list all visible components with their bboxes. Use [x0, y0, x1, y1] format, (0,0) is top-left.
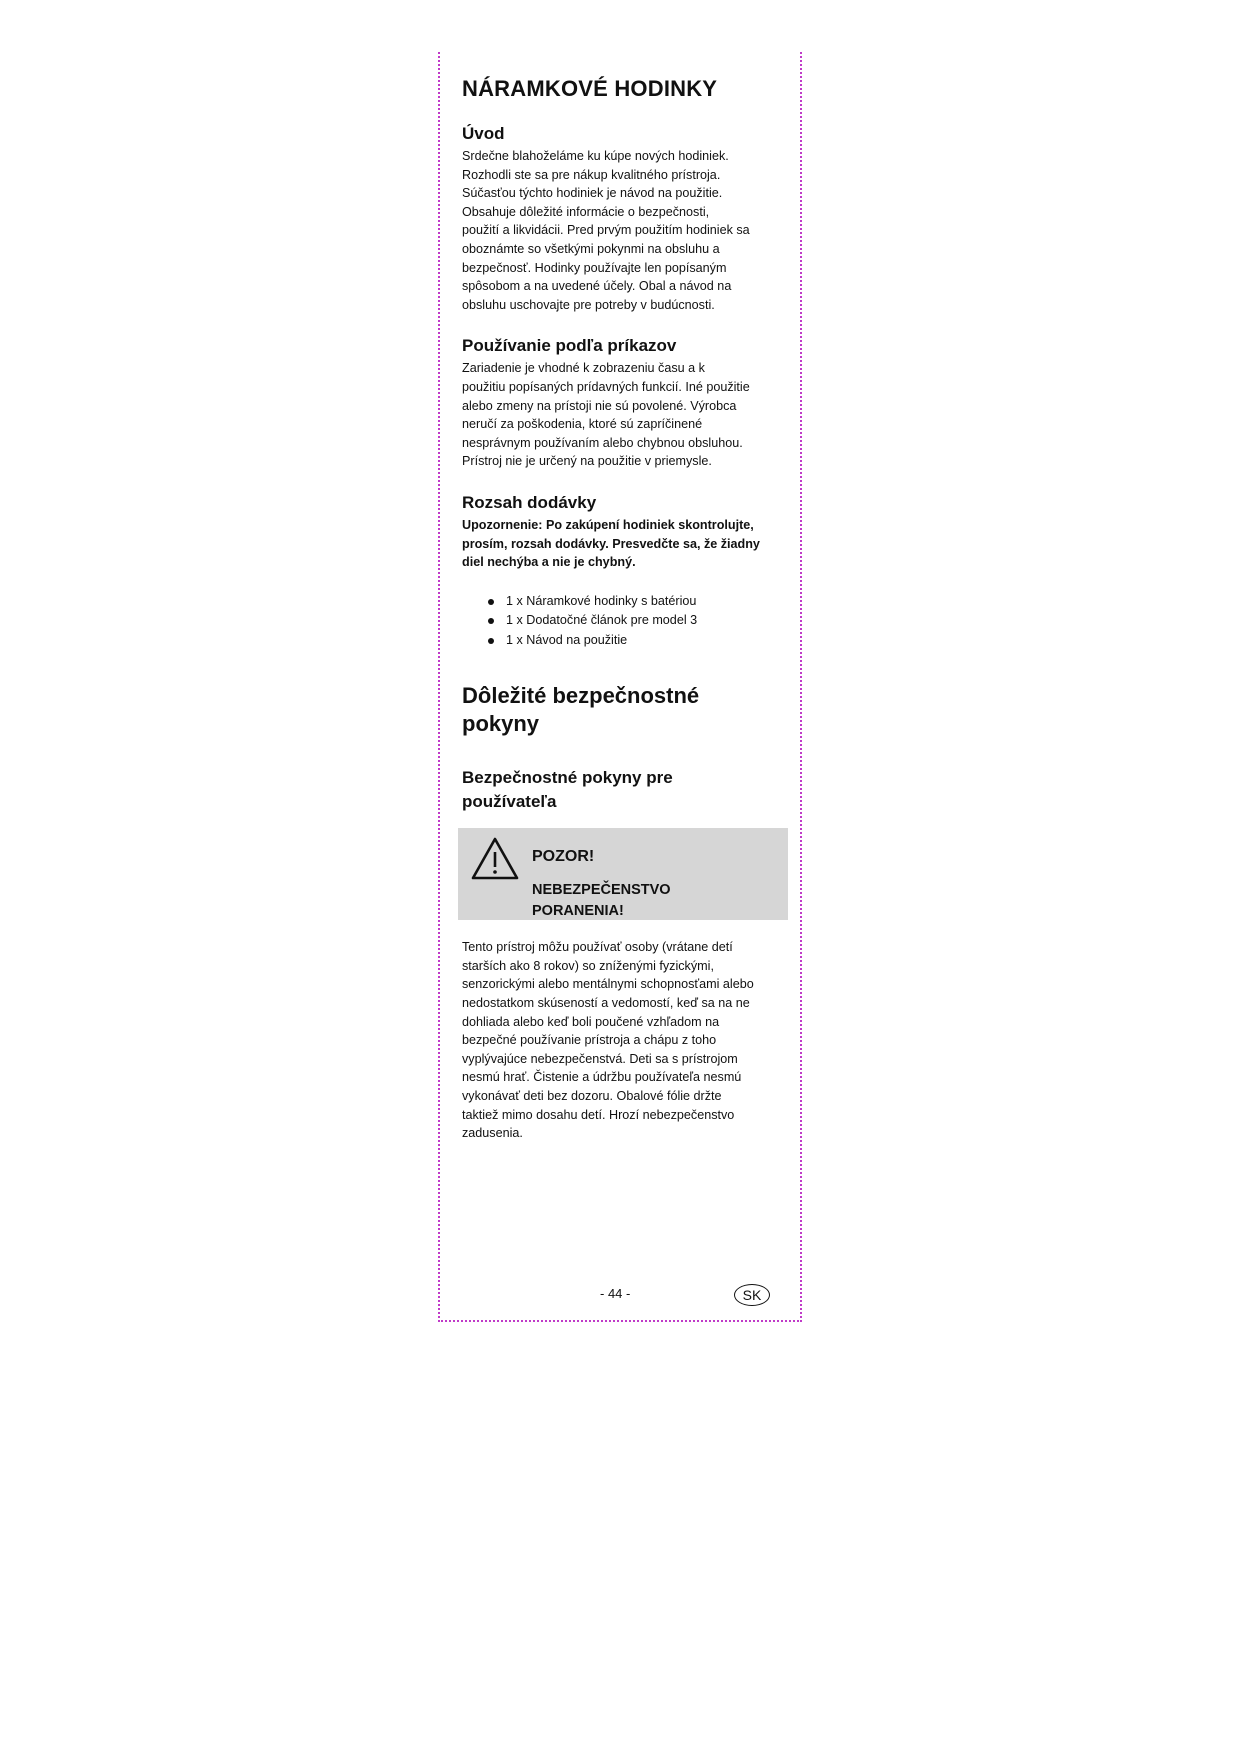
- language-badge: SK: [734, 1284, 770, 1306]
- list-item: 1 x Dodatočné článok pre model 3: [488, 611, 784, 631]
- warning-title: POZOR!: [532, 848, 595, 866]
- delivery-list: [462, 592, 784, 651]
- delivery-section: [462, 493, 784, 650]
- warning-text: [526, 834, 671, 918]
- page-content: [462, 72, 784, 1143]
- manual-page: [438, 52, 802, 1322]
- usage-section: [462, 336, 784, 471]
- warning-triangle-icon: [470, 834, 526, 918]
- intro-heading: Úvod: [462, 124, 505, 143]
- safety-text: Tento prístroj môžu používať osoby (vrátane detí starších ako 8 rokov) so zníženými fyzickými, senzorickými alebo mentálnymi schopnosťami alebo nedostatkom skúseností a vedomostí, keď sa na ne dohliada alebo keď boli poučené vzhľadom na bezpečné používanie prístroja a chápu z toho vyplývajúce nebezpečenstvá. Deti sa s prístrojom nesmú hrať. Čistenie a údržbu používateľa nesmú vykonávať deti bez dozoru. Obalové fólie držte taktiež mimo dosahu detí. Hrozí nebezpečenstvo zadusenia.: [462, 940, 754, 1141]
- intro-section: [462, 124, 784, 314]
- usage-heading: Používanie podľa príkazov: [462, 336, 677, 356]
- page-footer: [440, 1280, 800, 1310]
- safety-subheading: Bezpečnostné pokyny pre používateľa: [462, 768, 673, 812]
- page-title: NÁRAMKOVÉ HODINKY: [462, 76, 718, 101]
- delivery-note: Upozornenie: Po zakúpení hodiniek skontrolujte, prosím, rozsah dodávky. Presvedčte sa, že žiadny diel nechýba a nie je chybný.: [462, 517, 760, 570]
- intro-text: Srdečne blahoželáme ku kúpe nových hodiniek. Rozhodli ste sa pre nákup kvalitného prístroja. Súčasťou týchto hodiniek je návod na použitie. Obsahuje dôležité informácie o bezpečnosti, použití a likvidácii. Pred prvým použitím hodiniek sa oboznámte so všetkými pokynmi na obsluhu a bezpečnosť. Hodinky používajte len popísaným spôsobom a na uvedené účely. Obal a návod na obsluhu uschovajte pre potreby v budúcnosti.: [462, 149, 750, 312]
- list-item: 1 x Návod na použitie: [488, 631, 784, 651]
- warning-subtitle: NEBEZPEČENSTVO PORANENIA!: [532, 882, 671, 920]
- warning-box: [458, 828, 788, 920]
- list-item: 1 x Náramkové hodinky s batériou: [488, 592, 784, 612]
- safety-heading: Dôležité bezpečnostné pokyny: [462, 683, 700, 737]
- usage-text: Zariadenie je vhodné k zobrazeniu času a k použitiu popísaných prídavných funkcií. Iné použitie alebo zmeny na prístoji nie sú povolené. Výrobca neručí za poškodenia, ktoré sú zapríčinené nesprávnym používaním alebo chybnou obsluhou. Prístroj nie je určený na použitie v priemysle.: [462, 361, 750, 469]
- page-number: - 44 -: [600, 1286, 631, 1301]
- delivery-heading: Rozsah dodávky: [462, 492, 597, 512]
